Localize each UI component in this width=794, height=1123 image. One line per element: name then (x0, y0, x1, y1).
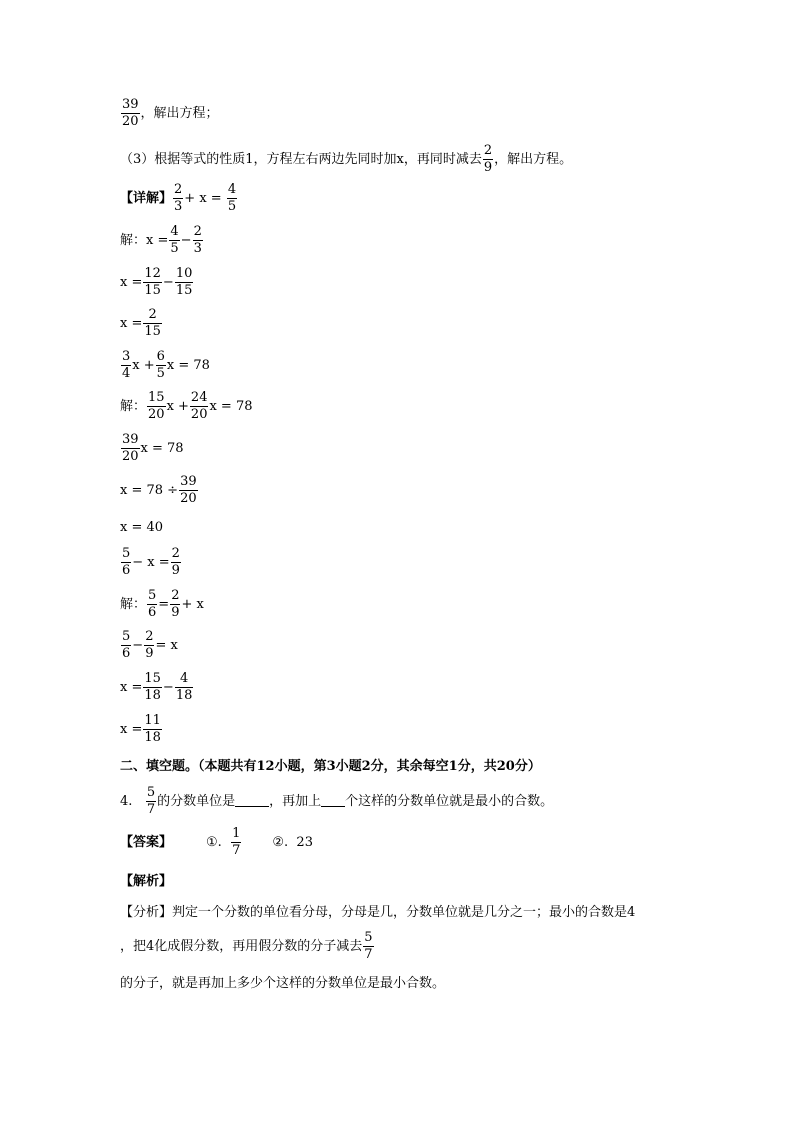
fraction: $\frac{5}{7}$ (146, 785, 156, 817)
analysis-heading: 【解析】 (120, 874, 173, 889)
solution-line-top: $\frac{39}{20}$ ，解出方程； (122, 97, 219, 129)
analysis-paragraph: ，把4化成假分数，再用假分数的分子减去 $\frac{5}{7}$ (120, 930, 373, 962)
equation-line: x = 78 ÷ $\frac{39}{20}$ (120, 474, 197, 506)
equation-line: $\frac{39}{20}$ x = 78 (122, 432, 184, 464)
analysis-paragraph: 【分析】判定一个分数的单位看分母，分母是几，分数单位就是几分之一；最小的合数是4 (120, 905, 636, 920)
equation-line: x = $\frac{11}{18}$ (120, 713, 161, 745)
fraction: $\frac{2}{3}$ (174, 182, 183, 214)
equation-line: x = 40 (120, 520, 164, 535)
equation-line: 解： $\frac{15}{20}$ x + $\frac{24}{20}$ x = 78 (120, 390, 253, 422)
fraction: $\frac{2}{9}$ (483, 143, 493, 175)
analysis-paragraph: 的分子，就是再加上多少个这样的分数单位是最小合数。 (120, 976, 446, 991)
answer-blank-2[interactable] (321, 796, 345, 807)
equation-line: x = $\frac{12}{15}$ − $\frac{10}{15}$ (120, 266, 193, 298)
question-4: 4. $\frac{5}{7}$ 的分数单位是 ，再加上 个这样的分数单位就是最小的合数。 (120, 785, 554, 817)
equation-line: $\frac{5}{6}$ − x = $\frac{2}{9}$ (122, 546, 180, 578)
detail-heading: 【详解】 $\frac{2}{3}$ + x = $\frac{4}{5}$ (120, 182, 237, 214)
equation-line: 解：x = $\frac{4}{5}$ − $\frac{2}{3}$ (120, 224, 202, 256)
step-3-text: （3）根据等式的性质1，方程左右两边先同时加x，再同时减去 $\frac{2}{9}$ ，解出方程。 (120, 143, 573, 175)
fraction: $\frac{5}{7}$ (364, 930, 373, 962)
fraction: $\frac{4}{5}$ (227, 182, 237, 214)
equation-line: x = $\frac{15}{18}$ − $\frac{4}{18}$ (120, 671, 193, 703)
equation-line: $\frac{5}{6}$ − $\frac{2}{9}$ = x (122, 629, 178, 661)
answer-blank-1[interactable] (235, 796, 269, 807)
equation-line: 解： $\frac{5}{6}$ = $\frac{2}{9}$ + x (120, 588, 204, 620)
equation-line: x = $\frac{2}{15}$ (120, 307, 161, 339)
fraction: $\frac{39}{20}$ (122, 97, 139, 129)
section-heading: 二、填空题。（本题共有12小题，第3小题2分，其余每空1分，共20分） (120, 759, 541, 774)
equation-line: $\frac{3}{4}$ x + $\frac{6}{5}$ x = 78 (122, 349, 210, 381)
answer-line: 【答案】 ①. $\frac{1}{7}$ ②. 23 (120, 826, 313, 858)
fraction: $\frac{1}{7}$ (232, 826, 241, 858)
